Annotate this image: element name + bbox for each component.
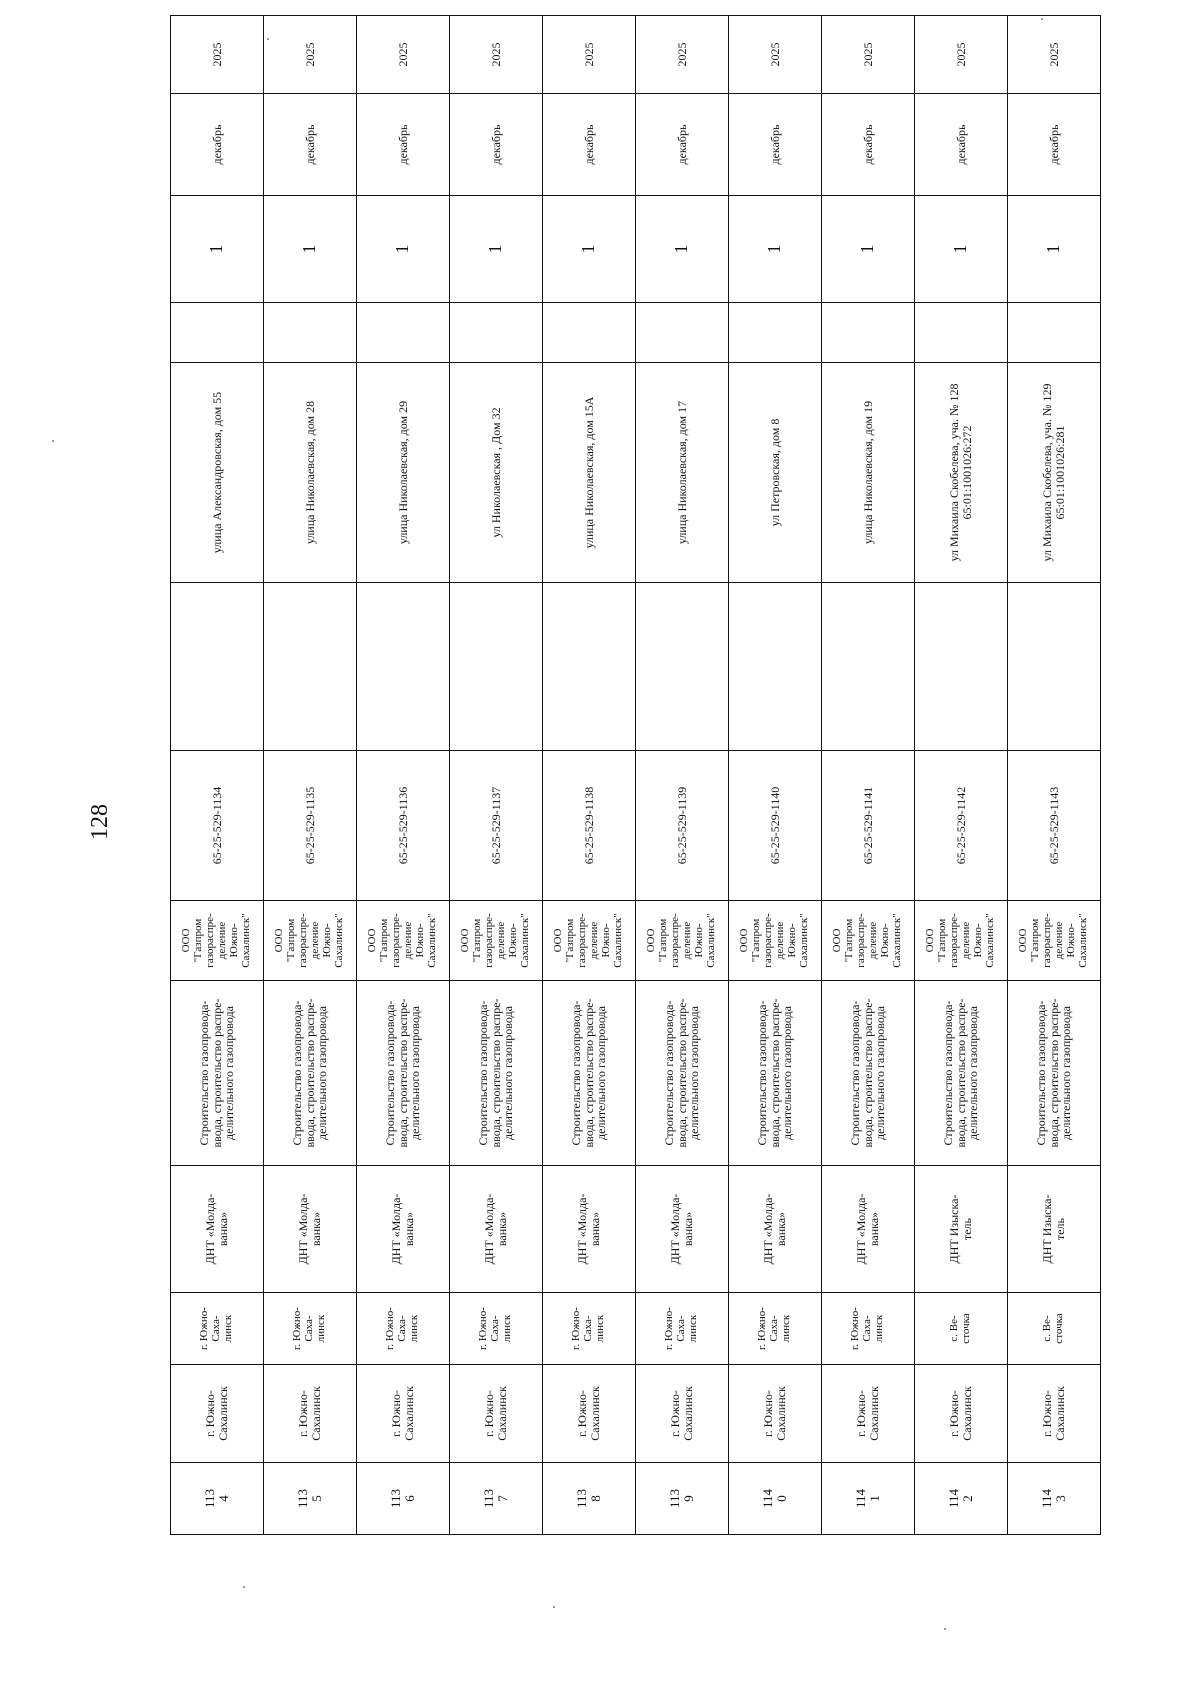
work-type-cell: Строительство газопровода- ввода, строительство распре- делительного газопровода (636, 981, 729, 1166)
year-cell: 2025 (264, 16, 357, 94)
settlement-cell: ДНТ «Молда- ванка» (450, 1166, 543, 1293)
address-cell: улица Николаевская, дом 17 (636, 363, 729, 583)
empty-note-cell (264, 583, 357, 751)
table-row (915, 16, 1008, 1535)
month-cell: декабрь (822, 94, 915, 196)
address-cell: улица Николаевская, дом 29 (357, 363, 450, 583)
row-number-cell: 113 8 (543, 1463, 636, 1535)
object-code-cell: 65-25-529-1140 (729, 751, 822, 901)
empty-note-cell (1008, 583, 1101, 751)
district-cell: г. Южно- Сахалинск (357, 1365, 450, 1463)
empty-status-cell (822, 303, 915, 363)
work-type-cell: Строительство газопровода- ввода, строительство распре- делительного газопровода (357, 981, 450, 1166)
empty-status-cell (915, 303, 1008, 363)
month-cell: декабрь (729, 94, 822, 196)
object-code-cell: 65-25-529-1139 (636, 751, 729, 901)
empty-status-cell (1008, 303, 1101, 363)
settlement-cell: ДНТ «Молда- ванка» (543, 1166, 636, 1293)
row-number-cell: 114 3 (1008, 1463, 1101, 1535)
object-code-cell: 65-25-529-1138 (543, 751, 636, 901)
work-type-cell: Строительство газопровода- ввода, строительство распре- делительного газопровода (1008, 981, 1101, 1166)
table-row (357, 16, 450, 1535)
month-cell: декабрь (915, 94, 1008, 196)
table-row (1008, 16, 1101, 1535)
year-cell: 2025 (915, 16, 1008, 94)
empty-note-cell (543, 583, 636, 751)
locality-cell: г. Южно- Саха- линск (357, 1293, 450, 1365)
scan-speck (243, 1586, 245, 1588)
locality-cell: г. Южно- Саха- линск (543, 1293, 636, 1365)
district-cell: г. Южно- Сахалинск (915, 1365, 1008, 1463)
year-cell: 2025 (636, 16, 729, 94)
address-cell: ул Михаила Скобелева, уча. № 129 65:01:1001026:281 (1008, 363, 1101, 583)
work-type-cell: Строительство газопровода- ввода, строительство распре- делительного газопровода (450, 981, 543, 1166)
operator-cell: ООО "Газпром газораспре- деление Южно- Сахалинск" (729, 901, 822, 981)
settlement-cell: ДНТ «Молда- ванка» (264, 1166, 357, 1293)
month-cell: декабрь (357, 94, 450, 196)
scan-speck (553, 1606, 555, 1608)
district-cell: г. Южно- Сахалинск (1008, 1365, 1101, 1463)
operator-cell: ООО "Газпром газораспре- деление Южно- Сахалинск" (171, 901, 264, 981)
year-cell: 2025 (171, 16, 264, 94)
empty-note-cell (822, 583, 915, 751)
district-cell: г. Южно- Сахалинск (636, 1365, 729, 1463)
work-type-cell: Строительство газопровода- ввода, строительство распре- делительного газопровода (915, 981, 1008, 1166)
district-cell: г. Южно- Сахалинск (450, 1365, 543, 1463)
operator-cell: ООО "Газпром газораспре- деление Южно- Сахалинск" (822, 901, 915, 981)
settlement-cell: ДНТ «Молда- ванка» (171, 1166, 264, 1293)
address-cell: улица Александровская, дом 55 (171, 363, 264, 583)
table-row (543, 16, 636, 1535)
count-cell: 1 (450, 196, 543, 303)
settlement-cell: ДНТ «Молда- ванка» (357, 1166, 450, 1293)
work-type-cell: Строительство газопровода- ввода, строительство распре- делительного газопровода (729, 981, 822, 1166)
year-cell: 2025 (1008, 16, 1101, 94)
row-number-cell: 113 9 (636, 1463, 729, 1535)
empty-status-cell (264, 303, 357, 363)
empty-note-cell (450, 583, 543, 751)
empty-note-cell (915, 583, 1008, 751)
settlement-cell: ДНТ Изыска- тель (1008, 1166, 1101, 1293)
scan-speck (52, 440, 54, 442)
operator-cell: ООО "Газпром газораспре- деление Южно- Сахалинск" (1008, 901, 1101, 981)
address-cell: ул Петровская, дом 8 (729, 363, 822, 583)
empty-status-cell (171, 303, 264, 363)
object-code-cell: 65-25-529-1143 (1008, 751, 1101, 901)
year-cell: 2025 (357, 16, 450, 94)
count-cell: 1 (729, 196, 822, 303)
locality-cell: г. Южно- Саха- линск (729, 1293, 822, 1365)
work-type-cell: Строительство газопровода- ввода, строительство распре- делительного газопровода (543, 981, 636, 1166)
address-cell: улица Николаевская, дом 28 (264, 363, 357, 583)
month-cell: декабрь (264, 94, 357, 196)
month-cell: декабрь (1008, 94, 1101, 196)
object-code-cell: 65-25-529-1137 (450, 751, 543, 901)
object-code-cell: 65-25-529-1135 (264, 751, 357, 901)
table-row (636, 16, 729, 1535)
district-cell: г. Южно- Сахалинск (822, 1365, 915, 1463)
settlement-cell: ДНТ «Молда- ванка» (636, 1166, 729, 1293)
operator-cell: ООО "Газпром газораспре- деление Южно- Сахалинск" (264, 901, 357, 981)
work-type-cell: Строительство газопровода- ввода, строительство распре- делительного газопровода (171, 981, 264, 1166)
address-cell: улица Николаевская, дом 19 (822, 363, 915, 583)
settlement-cell: ДНТ «Молда- ванка» (729, 1166, 822, 1293)
operator-cell: ООО "Газпром газораспре- деление Южно- Сахалинск" (450, 901, 543, 981)
empty-note-cell (357, 583, 450, 751)
address-cell: ул Михаила Скобелева, уча. № 128 65:01:1001026:272 (915, 363, 1008, 583)
count-cell: 1 (915, 196, 1008, 303)
object-code-cell: 65-25-529-1134 (171, 751, 264, 901)
operator-cell: ООО "Газпром газораспре- деление Южно- Сахалинск" (357, 901, 450, 981)
locality-cell: г. Южно- Саха- линск (636, 1293, 729, 1365)
year-cell: 2025 (822, 16, 915, 94)
table-row (264, 16, 357, 1535)
month-cell: декабрь (171, 94, 264, 196)
row-number-cell: 114 2 (915, 1463, 1008, 1535)
locality-cell: г. Южно- Саха- линск (822, 1293, 915, 1365)
row-number-cell: 113 4 (171, 1463, 264, 1535)
month-cell: декабрь (543, 94, 636, 196)
district-cell: г. Южно- Сахалинск (729, 1365, 822, 1463)
table-row (171, 16, 264, 1535)
count-cell: 1 (822, 196, 915, 303)
row-number-cell: 113 7 (450, 1463, 543, 1535)
row-number-cell: 113 5 (264, 1463, 357, 1535)
empty-status-cell (729, 303, 822, 363)
object-code-cell: 65-25-529-1141 (822, 751, 915, 901)
operator-cell: ООО "Газпром газораспре- деление Южно- Сахалинск" (543, 901, 636, 981)
district-cell: г. Южно- Сахалинск (171, 1365, 264, 1463)
row-number-cell: 114 0 (729, 1463, 822, 1535)
locality-cell: г. Южно- Саха- линск (171, 1293, 264, 1365)
table-row (729, 16, 822, 1535)
empty-status-cell (543, 303, 636, 363)
district-cell: г. Южно- Сахалинск (264, 1365, 357, 1463)
district-cell: г. Южно- Сахалинск (543, 1365, 636, 1463)
locality-cell: с. Ве- сточка (1008, 1293, 1101, 1365)
empty-status-cell (357, 303, 450, 363)
count-cell: 1 (264, 196, 357, 303)
year-cell: 2025 (450, 16, 543, 94)
operator-cell: ООО "Газпром газораспре- деление Южно- Сахалинск" (915, 901, 1008, 981)
scan-speck (944, 1628, 946, 1630)
rotated-gasification-table (170, 42, 1100, 1535)
row-number-cell: 114 1 (822, 1463, 915, 1535)
count-cell: 1 (1008, 196, 1101, 303)
month-cell: декабрь (636, 94, 729, 196)
empty-note-cell (729, 583, 822, 751)
count-cell: 1 (171, 196, 264, 303)
gasification-schedule-table (170, 15, 1101, 1535)
object-code-cell: 65-25-529-1142 (915, 751, 1008, 901)
scan-speck (267, 38, 269, 40)
settlement-cell: ДНТ Изыска- тель (915, 1166, 1008, 1293)
locality-cell: г. Южно- Саха- линск (264, 1293, 357, 1365)
object-code-cell: 65-25-529-1136 (357, 751, 450, 901)
month-cell: декабрь (450, 94, 543, 196)
scanned-table-sheet (170, 42, 1100, 1535)
locality-cell: г. Южно- Саха- линск (450, 1293, 543, 1365)
page-number: 128 (87, 804, 113, 840)
table-row (822, 16, 915, 1535)
empty-status-cell (450, 303, 543, 363)
scan-speck (1041, 18, 1043, 20)
count-cell: 1 (543, 196, 636, 303)
year-cell: 2025 (543, 16, 636, 94)
table-row (450, 16, 543, 1535)
empty-status-cell (636, 303, 729, 363)
work-type-cell: Строительство газопровода- ввода, строительство распре- делительного газопровода (264, 981, 357, 1166)
work-type-cell: Строительство газопровода- ввода, строительство распре- делительного газопровода (822, 981, 915, 1166)
count-cell: 1 (636, 196, 729, 303)
settlement-cell: ДНТ «Молда- ванка» (822, 1166, 915, 1293)
locality-cell: с. Ве- сточка (915, 1293, 1008, 1365)
address-cell: ул Николаевская , Дом 32 (450, 363, 543, 583)
empty-note-cell (636, 583, 729, 751)
address-cell: улица Николаевская, дом 15А (543, 363, 636, 583)
count-cell: 1 (357, 196, 450, 303)
year-cell: 2025 (729, 16, 822, 94)
operator-cell: ООО "Газпром газораспре- деление Южно- Сахалинск" (636, 901, 729, 981)
empty-note-cell (171, 583, 264, 751)
row-number-cell: 113 6 (357, 1463, 450, 1535)
